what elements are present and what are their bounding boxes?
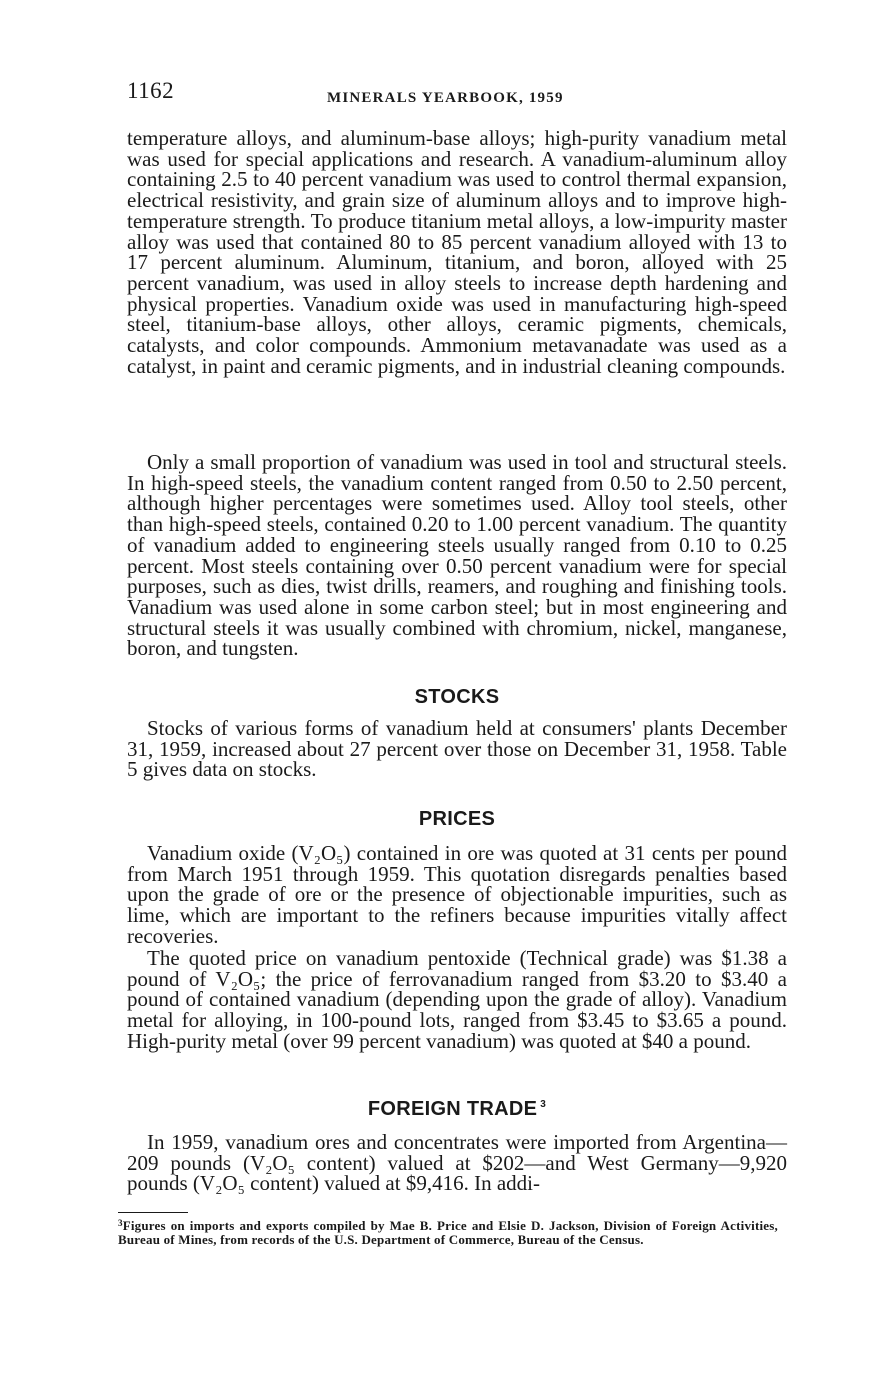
heading-foreign-trade-text: FOREIGN TRADE xyxy=(367,1098,538,1120)
heading-foreign-trade xyxy=(127,1098,787,1121)
paragraph-oxide-price: Vanadium oxide (V₂O₅) contained in ore was quoted at 31 cents per pound from March 1951 through 1959. This quotation disregards penalties based upon the grade of ore or the presence of objectionable impurities, such as lime, which are important to the refiners because impurities vitally affect recoveries. xyxy=(127,841,787,948)
footnote-reference: 3 xyxy=(540,1099,547,1110)
heading-prices: PRICES xyxy=(418,808,496,830)
page-number: 1162 xyxy=(127,78,175,103)
heading-stocks: STOCKS xyxy=(414,686,500,708)
footnote xyxy=(118,1216,778,1247)
page-header xyxy=(127,78,787,112)
paragraph-tool-steels: Only a small proportion of vanadium was used in tool and structural steels. In high-speed steels, the vanadium content ranged from 0.50 to 2.50 percent, although higher percentages were sometimes used. Alloy tool steels, other than high-speed steels, contained 0.20 to 1.00 percent vanadium. The quantity of vanadium added to engineering steels usually ranged from 0.10 to 0.25 percent. Most steels containing over 0.50 percent vanadium were for special purposes, such as dies, twist drills, reamers, and roughing and finishing tools. Vanadium was used alone in some carbon steel; but in most engineering and structural steels it was usually combined with chromium, nickel, manganese, boron, and tungsten. xyxy=(127,450,787,661)
paragraph-pentoxide-price: The quoted price on vanadium pentoxide (Technical grade) was $1.38 a pound of V₂O₅; the price of ferrovanadium ranged from $3.20 to $3.40 a pound of contained vanadium (depending upon the grade of alloy). Vanadium metal for alloying, in 100-pound lots, ranged from $3.45 to $3.65 a pound. High-purity metal (over 99 percent vanadium) was quoted at $40 a pound. xyxy=(127,946,787,1053)
running-head: MINERALS YEARBOOK, 1959 xyxy=(327,90,564,106)
footnote-divider xyxy=(118,1212,188,1213)
footnote-mark: 3 xyxy=(118,1218,123,1228)
paragraph-imports: In 1959, vanadium ores and concentrates were imported from Argentina—209 pounds (V₂O₅ content) valued at $202—and West Germany—9,920 pounds (V₂O₅ content) valued at $9,416. In addi- xyxy=(127,1130,787,1196)
footnote-text: Figures on imports and exports compiled by Mae B. Price and Elsie D. Jackson, Division of Foreign Activities, Bureau of Mines, from records of the U.S. Department of Commerce, Bureau of the Census. xyxy=(118,1218,778,1247)
paragraph-uses: temperature alloys, and aluminum-base alloys; high-purity vanadium metal was used for special applications and research. A vanadium-aluminum alloy containing 2.5 to 40 percent vanadium was used to control thermal expansion, electrical resistivity, and grain size of aluminum alloys and to improve high-temperature strength. To produce titanium metal alloys, a low-impurity master alloy was used that contained 80 to 85 percent vanadium alloyed with 13 to 17 percent aluminum. Aluminum, titanium, and boron, alloyed with 25 percent vanadium, was used in alloy steels to increase depth hardening and physical properties. Vanadium oxide was used in manufacturing high-speed steel, titanium-base alloys, other alloys, ceramic pigments, chemicals, catalysts, and color compounds. Ammonium metavanadate was used as a catalyst, in paint and ceramic pigments, and in industrial cleaning compounds. xyxy=(127,126,787,378)
paragraph-stocks: Stocks of various forms of vanadium held at consumers' plants December 31, 1959, increased about 27 percent over those on December 31, 1958. Table 5 gives data on stocks. xyxy=(127,716,787,782)
